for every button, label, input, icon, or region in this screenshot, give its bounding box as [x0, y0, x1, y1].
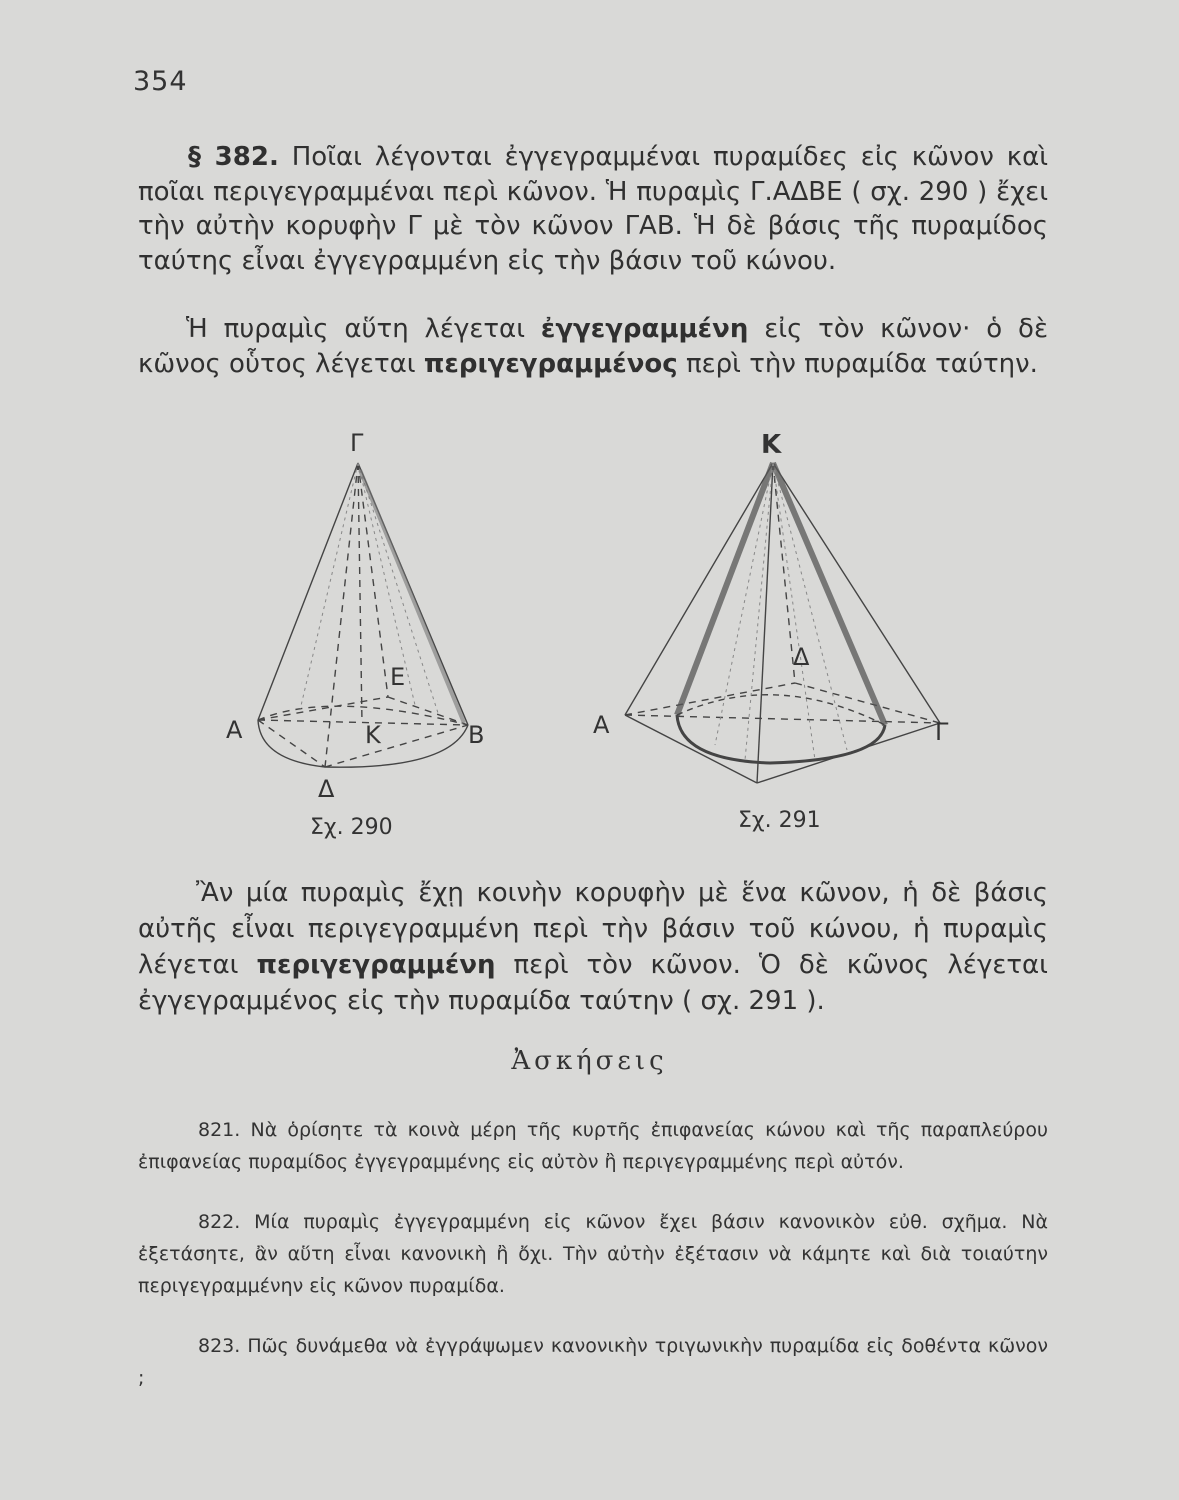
cone-left-generator — [677, 463, 773, 715]
base-edge-a-d — [625, 683, 795, 715]
figure-290-diagram — [210, 415, 510, 845]
text-run: εἰς τὸν κῶνον· ὁ δὲ κῶνος οὗτος λέγεται — [138, 314, 1049, 379]
exercises-title: Ἀσκήσεις — [511, 1046, 668, 1076]
cone-base-front-arc — [677, 715, 885, 763]
label-k: Κ — [365, 721, 381, 749]
section-heading-text: Ποῖαι λέγονται ἐγγεγραμμέναι πυραμίδες εἰς κῶνον καὶ ποῖαι περιγεγραμμέναι περὶ κῶνον. Ἡ πυραμὶς Γ.ΑΔΒΕ ( σχ. 290 ) ἔχει τὴν αὐτὴν κορυφὴν Γ μὲ τὸν κῶνον ΓΑΒ. Ἡ δὲ βάσις τῆς πυραμίδος ταύτης εἶναι ἐγγεγραμμένη εἰς τὴν βάσιν τοῦ κώνου. — [138, 142, 1049, 276]
label-apex-gamma: Γ — [350, 429, 364, 457]
label-e: Ε — [390, 663, 406, 691]
label-b: Β — [468, 721, 485, 749]
exercise-823: 823. Πῶς δυνάμεθα νὰ ἐγγράψωμεν κανονικὴν τριγωνικὴν πυραμίδα εἰς δοθέντα κῶνον ; — [138, 1335, 1048, 1389]
hatch-3 — [300, 463, 358, 710]
figure-291-diagram — [585, 415, 975, 845]
figure-291-caption: Σχ. 291 — [738, 808, 821, 833]
label-gamma: Γ — [935, 718, 949, 746]
inscribed-definition-paragraph — [138, 312, 1048, 381]
term-inscribed: ἐγγεγραμμένη — [540, 314, 749, 344]
pyramid-edge-kfront — [757, 463, 773, 783]
text-run: περὶ τὴν πυραμίδα ταύτην. — [677, 348, 1038, 379]
base-chord-ae — [258, 697, 388, 720]
label-delta: Δ — [793, 643, 810, 671]
term-circumscribed-pyramid: περιγεγραμμένη — [256, 950, 496, 980]
cone-height — [358, 463, 362, 723]
label-a: Α — [593, 711, 610, 739]
exercise-822: 822. Μία πυραμὶς ἐγγεγραμμένη εἰς κῶνον ἔχει βάσιν κανονικὸν εὐθ. σχῆμα. Νὰ ἐξετάσητε, ἂν αὕτη εἶναι κανονικὴ ἢ ὄχι. Τὴν αὐτὴν ἐξέτασιν νὰ κάμητε καὶ διὰ τοιαύτην περιγεγραμμένην εἰς κῶνον πυραμίδα. — [138, 1211, 1048, 1297]
cone-hatch-1 — [715, 463, 773, 745]
pyramid-edge-ka — [625, 463, 773, 715]
text-run: Ἡ πυραμὶς αὕτη λέγεται — [186, 314, 541, 344]
cone-left-generator — [258, 463, 358, 720]
section-mark: § 382. — [188, 142, 279, 172]
text-run: Ἂν μία πυραμὶς ἔχῃ κοινὴν κορυφὴν μὲ ἕνα κῶνον, ἡ δὲ βάσις αὐτῆς εἶναι περιγεγραμμένη περὶ τὴν βάσιν τοῦ κώνου, ἡ πυραμὶς λέγεται — [138, 878, 1048, 980]
exercise-821: 821. Νὰ ὁρίσητε τὰ κοινὰ μέρη τῆς κυρτῆς ἐπιφανείας κώνου καὶ τῆς παραπλεύρου ἐπιφανείας πυραμίδος ἐγγεγραμμένης εἰς αὐτὸν ἢ περιγεγραμμένης περὶ αὐτόν. — [138, 1119, 1048, 1173]
base-diagonal-ag — [625, 715, 940, 723]
section-382-paragraph — [138, 140, 1048, 278]
base-chord-db — [325, 725, 468, 767]
circumscribed-definition-paragraph — [138, 875, 1048, 1019]
base-edge-a-front — [625, 715, 757, 783]
label-delta: Δ — [318, 775, 335, 803]
page-number: 354 — [133, 66, 188, 97]
label-a: Α — [226, 716, 243, 744]
base-diameter — [258, 720, 468, 725]
figure-290-caption: Σχ. 290 — [310, 815, 393, 840]
label-apex-k: Κ — [761, 430, 782, 460]
term-circumscribed: περιγεγραμμένος — [423, 348, 678, 379]
cone-right-generator — [773, 463, 885, 725]
base-front-arc — [258, 720, 468, 767]
text-run: περὶ τὸν κῶνον. Ὁ δὲ κῶνος λέγεται ἐγγεγραμμένος εἰς τὴν πυραμίδα ταύτην ( σχ. 291 ). — [138, 950, 1048, 1016]
